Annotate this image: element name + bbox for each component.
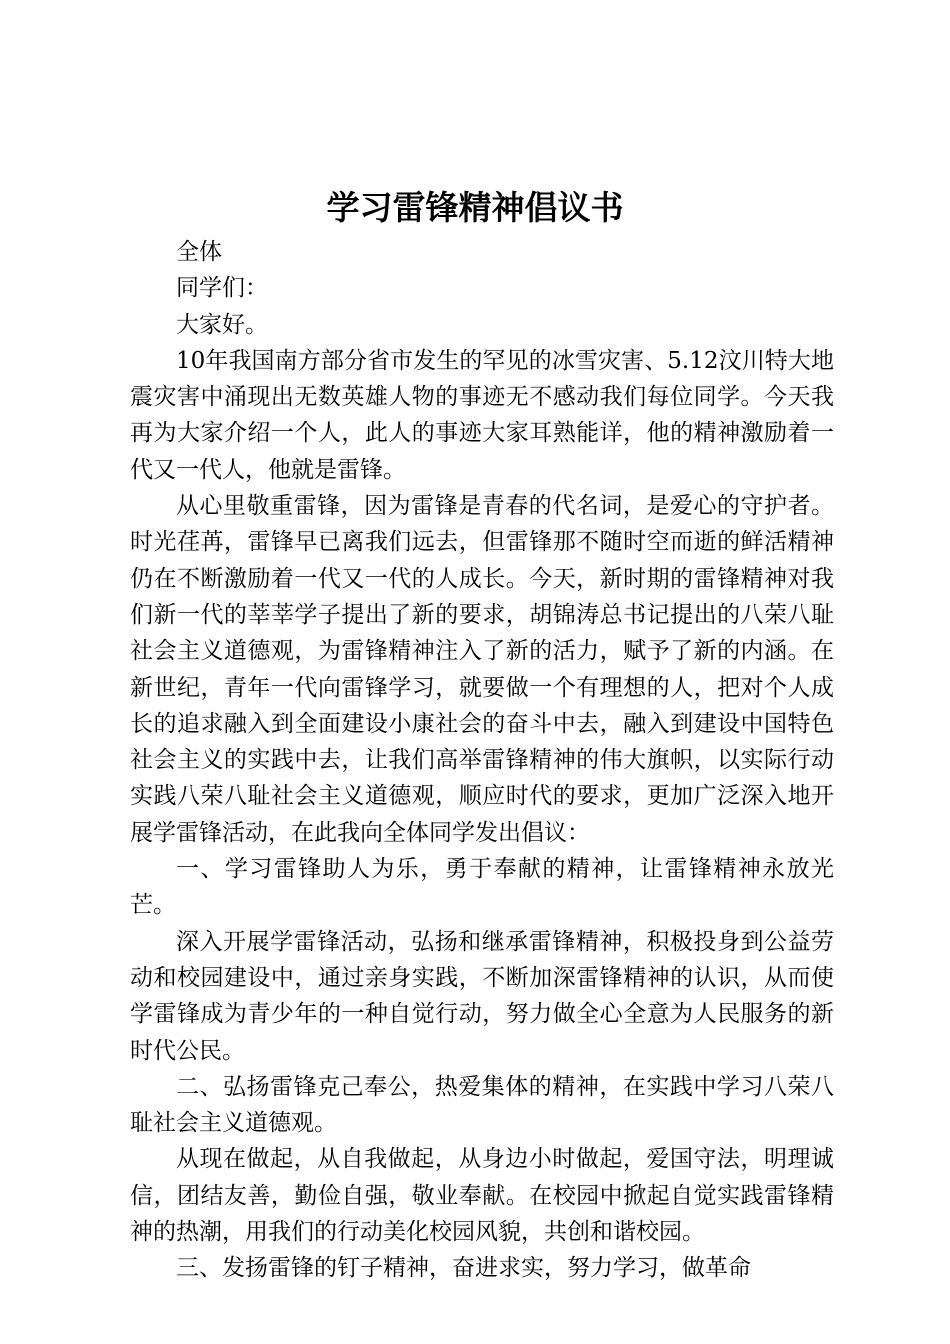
salutation-line-1: 全体 <box>176 239 222 265</box>
document-title: 学习雷锋精神倡议书 <box>326 188 624 227</box>
intro-paragraph: 10年我国南方部分省市发生的罕见的冰雪灾害、5.12汶川特大地震灾害中涌现出无数英雄人物的事迹无不感动我们每位同学。今天我再为大家介绍一个人，此人的事迹大家耳熟能详，他的精神激励着一代又一代人，他就是雷锋。 <box>130 347 834 483</box>
proposal-heading-2: 二、弘扬雷锋克己奉公，热爱集体的精神，在实践中学习八荣八耻社会主义道德观。 <box>130 1073 834 1137</box>
salutation-line-2: 同学们： <box>176 275 268 302</box>
proposal-paragraph-2: 从现在做起，从自我做起，从身边小时做起，爱国守法，明理诚信，团结友善，勤俭自强，敬业奉献。在校园中掀起自觉实践雷锋精神的热潮，用我们的行动美化校园风貌，共创和谐校园。 <box>130 1146 834 1246</box>
body-paragraph: 从心里敬重雷锋，因为雷锋是青春的代名词，是爱心的守护者。时光荏苒，雷锋早已离我们远去，但雷锋那不随时空而逝的鲜活精神仍在不断激励着一代又一代的人成长。今天，新时期的雷锋精神对我们新一代的莘莘学子提出了新的要求，胡锦涛总书记提出的八荣八耻社会主义道德观，为雷锋精神注入了新的活力，赋予了新的内涵。在新世纪，青年一代向雷锋学习，就要做一个有理想的人，把对个人成长的追求融入到全面建设小康社会的奋斗中去，融入到建设中国特色社会主义的实践中去，让我们高举雷锋精神的伟大旗帜，以实际行动实践八荣八耻社会主义道德观，顺应时代的要求，更加广泛深入地开展学雷锋活动，在此我向全体同学发出倡议： <box>130 493 834 846</box>
proposal-paragraph-1: 深入开展学雷锋活动，弘扬和继承雷锋精神，积极投身到公益劳动和校园建设中，通过亲身实践，不断加深雷锋精神的认识，从而使学雷锋成为青少年的一种自觉行动，努力做全心全意为人民服务的新时代公民。 <box>130 928 834 1064</box>
proposal-heading-1: 一、学习雷锋助人为乐，勇于奉献的精神，让雷锋精神永放光芒。 <box>130 856 834 919</box>
document-body <box>130 234 834 1287</box>
greeting: 大家好。 <box>176 311 268 338</box>
proposal-heading-3: 三、发扬雷锋的钉子精神，奋进求实，努力学习，做革命 <box>176 1255 751 1282</box>
